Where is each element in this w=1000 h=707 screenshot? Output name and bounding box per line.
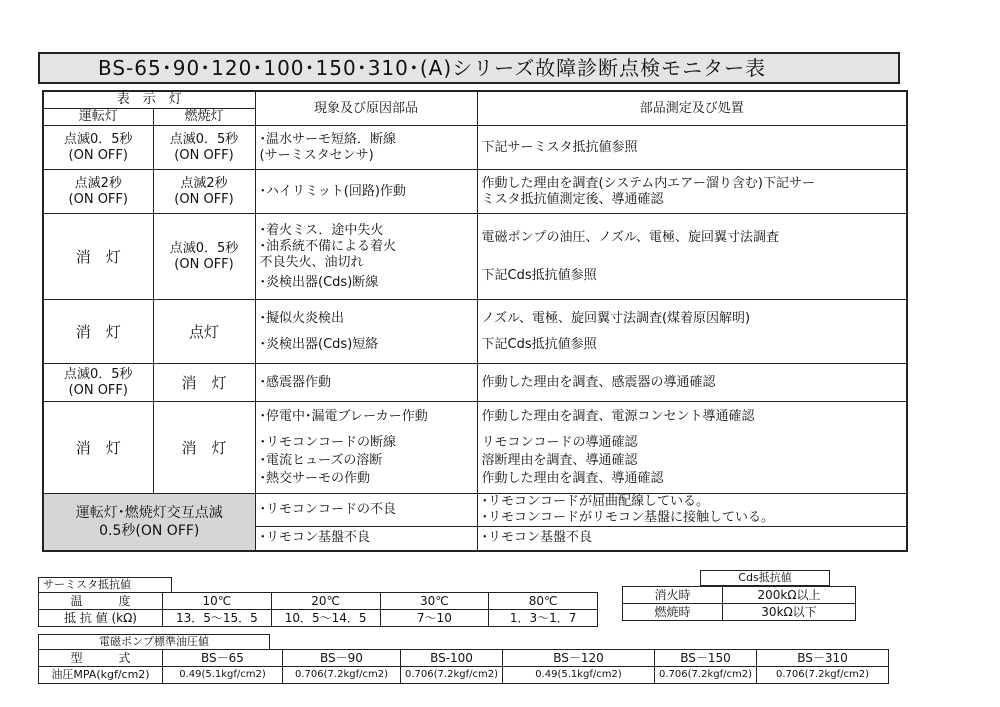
pump-model-label: 型 式 [39,650,163,667]
cause-cell [255,300,477,364]
cds-label: 消火時 [623,587,723,604]
combustion-lamp-state [153,300,255,364]
thermistor-value: 7～10 [380,610,489,627]
thermistor-value: 13．5～15．5 [163,610,272,627]
lamp-state-line: (ON OFF) [68,382,128,398]
thermistor-temp: 30℃ [380,593,489,610]
thermistor-temp-label: 温 度 [39,593,163,610]
thermistor-value-row [39,610,598,627]
measure-line: 下記サーミスタ抵抗値参照 [481,139,638,155]
operation-lamp-state [43,402,153,494]
cds-table [622,586,856,621]
cds-row [623,604,856,621]
lamp-state-line: 消 灯 [181,373,227,392]
cds-value: 200kΩ以上 [723,587,856,604]
pump-model: BS-100 [401,650,503,667]
operation-lamp-state [43,126,153,170]
measure-cell [477,364,907,402]
thermistor-value-label: 抵 抗 値 (kΩ) [39,610,163,627]
cause-cell [255,527,477,551]
cause-line: ･感震器作動 [259,374,332,390]
measure-line: ･リモコンコードがリモコン基盤に接触している。 [481,510,775,525]
thermistor-caption: サーミスタ抵抗値 [38,577,172,593]
pump-caption: 電磁ポンプ標準油圧値 [38,634,270,650]
pump-model: BS－150 [655,650,757,667]
lamp-state-line: (ON OFF) [174,256,234,272]
cause-line: ･停電中･漏電ブレーカー作動 [259,408,428,424]
cds-value: 30kΩ以下 [723,604,856,621]
measure-cell [477,170,907,214]
thermistor-table [38,592,598,627]
pump-model: BS－310 [757,650,889,667]
cause-cell [255,126,477,170]
diagnosis-table [42,90,908,552]
pump-pressure-label: 油圧MPA(kgf/cm2) [39,667,163,684]
cds-row [623,587,856,604]
measure-cell [477,527,907,551]
pump-pressure: 0.706(7.2kgf/cm2) [283,667,401,684]
cause-cell [255,494,477,527]
measure-cell [477,494,907,527]
lamp-state-line: 消 灯 [75,322,121,341]
lamp-state-line: 点滅0．5秒 [169,131,239,147]
lamp-state-line: 消 灯 [75,247,121,266]
combustion-lamp-state [153,126,255,170]
pump-model: BS－120 [503,650,655,667]
cause-line: ･擬似火炎検出 [259,310,345,326]
alternating-blink-cell [43,494,255,551]
lamp-state-line: (ON OFF) [68,191,128,207]
measure-line: ノズル、電極、旋回翼寸法調査(煤着原因解明) [481,310,751,326]
cause-line: (サーミスタセンサ) [259,147,374,163]
measure-line: ･リモコンコードが屈曲配線している。 [481,494,710,509]
cause-line: ･電流ヒューズの溶断 [259,452,383,468]
cause-line: ･リモコン基盤不良 [259,530,371,546]
measure-line: 作動した理由を調査、電源コンセント導通確認 [481,408,755,424]
pump-pressure: 0.49(5.1kgf/cm2) [503,667,655,684]
pump-model: BS－65 [163,650,283,667]
thermistor-temp: 20℃ [271,593,380,610]
header-row [43,91,907,109]
cause-line: ･炎検出器(Cds)短絡 [259,336,379,352]
measure-line: 下記Cds抵抗値参照 [481,336,597,352]
measure-line: 作動した理由を調査、感震器の導通確認 [481,374,716,390]
operation-lamp-state [43,300,153,364]
cause-line: ･油系統不備による着火 [259,238,397,254]
measure-cell [477,300,907,364]
lamp-state-line: 点滅0．5秒 [63,131,133,147]
lamp-state-line: 点滅0．5秒 [63,366,133,382]
diagnosis-row [43,214,907,300]
operation-lamp-state [43,364,153,402]
cause-line: ･ハイリミット(回路)作動 [259,183,406,199]
measure-line: ･リモコン基盤不良 [481,530,593,546]
thermistor-value: 1．3～1．7 [489,610,598,627]
cause-cell [255,364,477,402]
cds-label: 燃焼時 [623,604,723,621]
diagnosis-row [43,402,907,494]
thermistor-temp: 80℃ [489,593,598,610]
measure-line: 作動した理由を調査、導通確認 [481,470,664,486]
lamp-state-line: 点滅2秒 [74,175,122,191]
measure-header: 部品測定及び処置 [477,91,907,126]
cause-header: 現象及び原因部品 [255,91,477,126]
cause-line: ･着火ミス．途中失火 [259,222,384,238]
page-title: BS-65･90･120･100･150･310･(A)シリーズ故障診断点検モニター表 [38,52,900,84]
pump-pressure: 0.706(7.2kgf/cm2) [757,667,889,684]
lamp-state-line: (ON OFF) [174,147,234,163]
measure-line: 作動した理由を調査(システム内エアー溜り含む)下記サー [481,175,815,191]
cause-line: ･温水サーモ短絡．断線 [259,131,397,147]
cause-cell [255,402,477,494]
pump-model-row [39,650,889,667]
indicator-header: 表 示 灯 [43,91,255,109]
lamp-state-line: 運転灯･燃焼灯交互点滅 [75,504,223,521]
pump-pressure: 0.706(7.2kgf/cm2) [401,667,503,684]
lamp-state-line: 点滅2秒 [180,175,228,191]
pump-pressure-row [39,667,889,684]
operation-lamp-state [43,214,153,300]
measure-cell [477,402,907,494]
combustion-lamp-state [153,214,255,300]
diagnosis-row [43,300,907,364]
measure-line: 下記Cds抵抗値参照 [481,267,597,283]
thermistor-temp-row [39,593,598,610]
lamp-state-line: 0.5秒(ON OFF) [99,522,200,539]
combustion-lamp-state [153,364,255,402]
measure-line: 溶断理由を調査、導通確認 [481,452,638,468]
combustion-lamp-header: 燃焼灯 [153,109,255,126]
lamp-state-line: 消 灯 [75,438,121,457]
lamp-state-line: (ON OFF) [174,191,234,207]
thermistor-value: 10．5～14．5 [271,610,380,627]
cause-line: ･リモコンコードの不良 [259,502,397,517]
operation-lamp-state [43,170,153,214]
lamp-state-line: (ON OFF) [68,147,128,163]
measure-cell [477,214,907,300]
cause-cell [255,214,477,300]
diagnosis-row [43,170,907,214]
cause-cell [255,170,477,214]
operation-lamp-header: 運転灯 [43,109,153,126]
lamp-state-line: 点灯 [189,322,220,341]
combustion-lamp-state [153,170,255,214]
cause-line: 不良失火、油切れ [259,254,364,270]
pump-pressure: 0.706(7.2kgf/cm2) [655,667,757,684]
diagnosis-row [43,364,907,402]
lamp-state-line: 点滅0．5秒 [169,240,239,256]
cause-line: ･炎検出器(Cds)断線 [259,274,379,290]
measure-line: 電磁ポンプの油圧、ノズル、電極、旋回翼寸法調査 [481,229,779,245]
diagnosis-row [43,126,907,170]
measure-cell [477,126,907,170]
diagnosis-row [43,494,907,527]
measure-line: リモコンコードの導通確認 [481,434,638,450]
measure-line: ミスタ抵抗値測定後、導通確認 [481,191,664,207]
cds-caption: Cds抵抗値 [700,570,830,586]
cause-line: ･リモコンコードの断線 [259,434,397,450]
combustion-lamp-state [153,402,255,494]
thermistor-temp: 10℃ [163,593,272,610]
cause-line: ･熱交サーモの作動 [259,470,371,486]
pump-pressure: 0.49(5.1kgf/cm2) [163,667,283,684]
pump-model: BS－90 [283,650,401,667]
lamp-state-line: 消 灯 [181,438,227,457]
pump-table [38,649,889,684]
